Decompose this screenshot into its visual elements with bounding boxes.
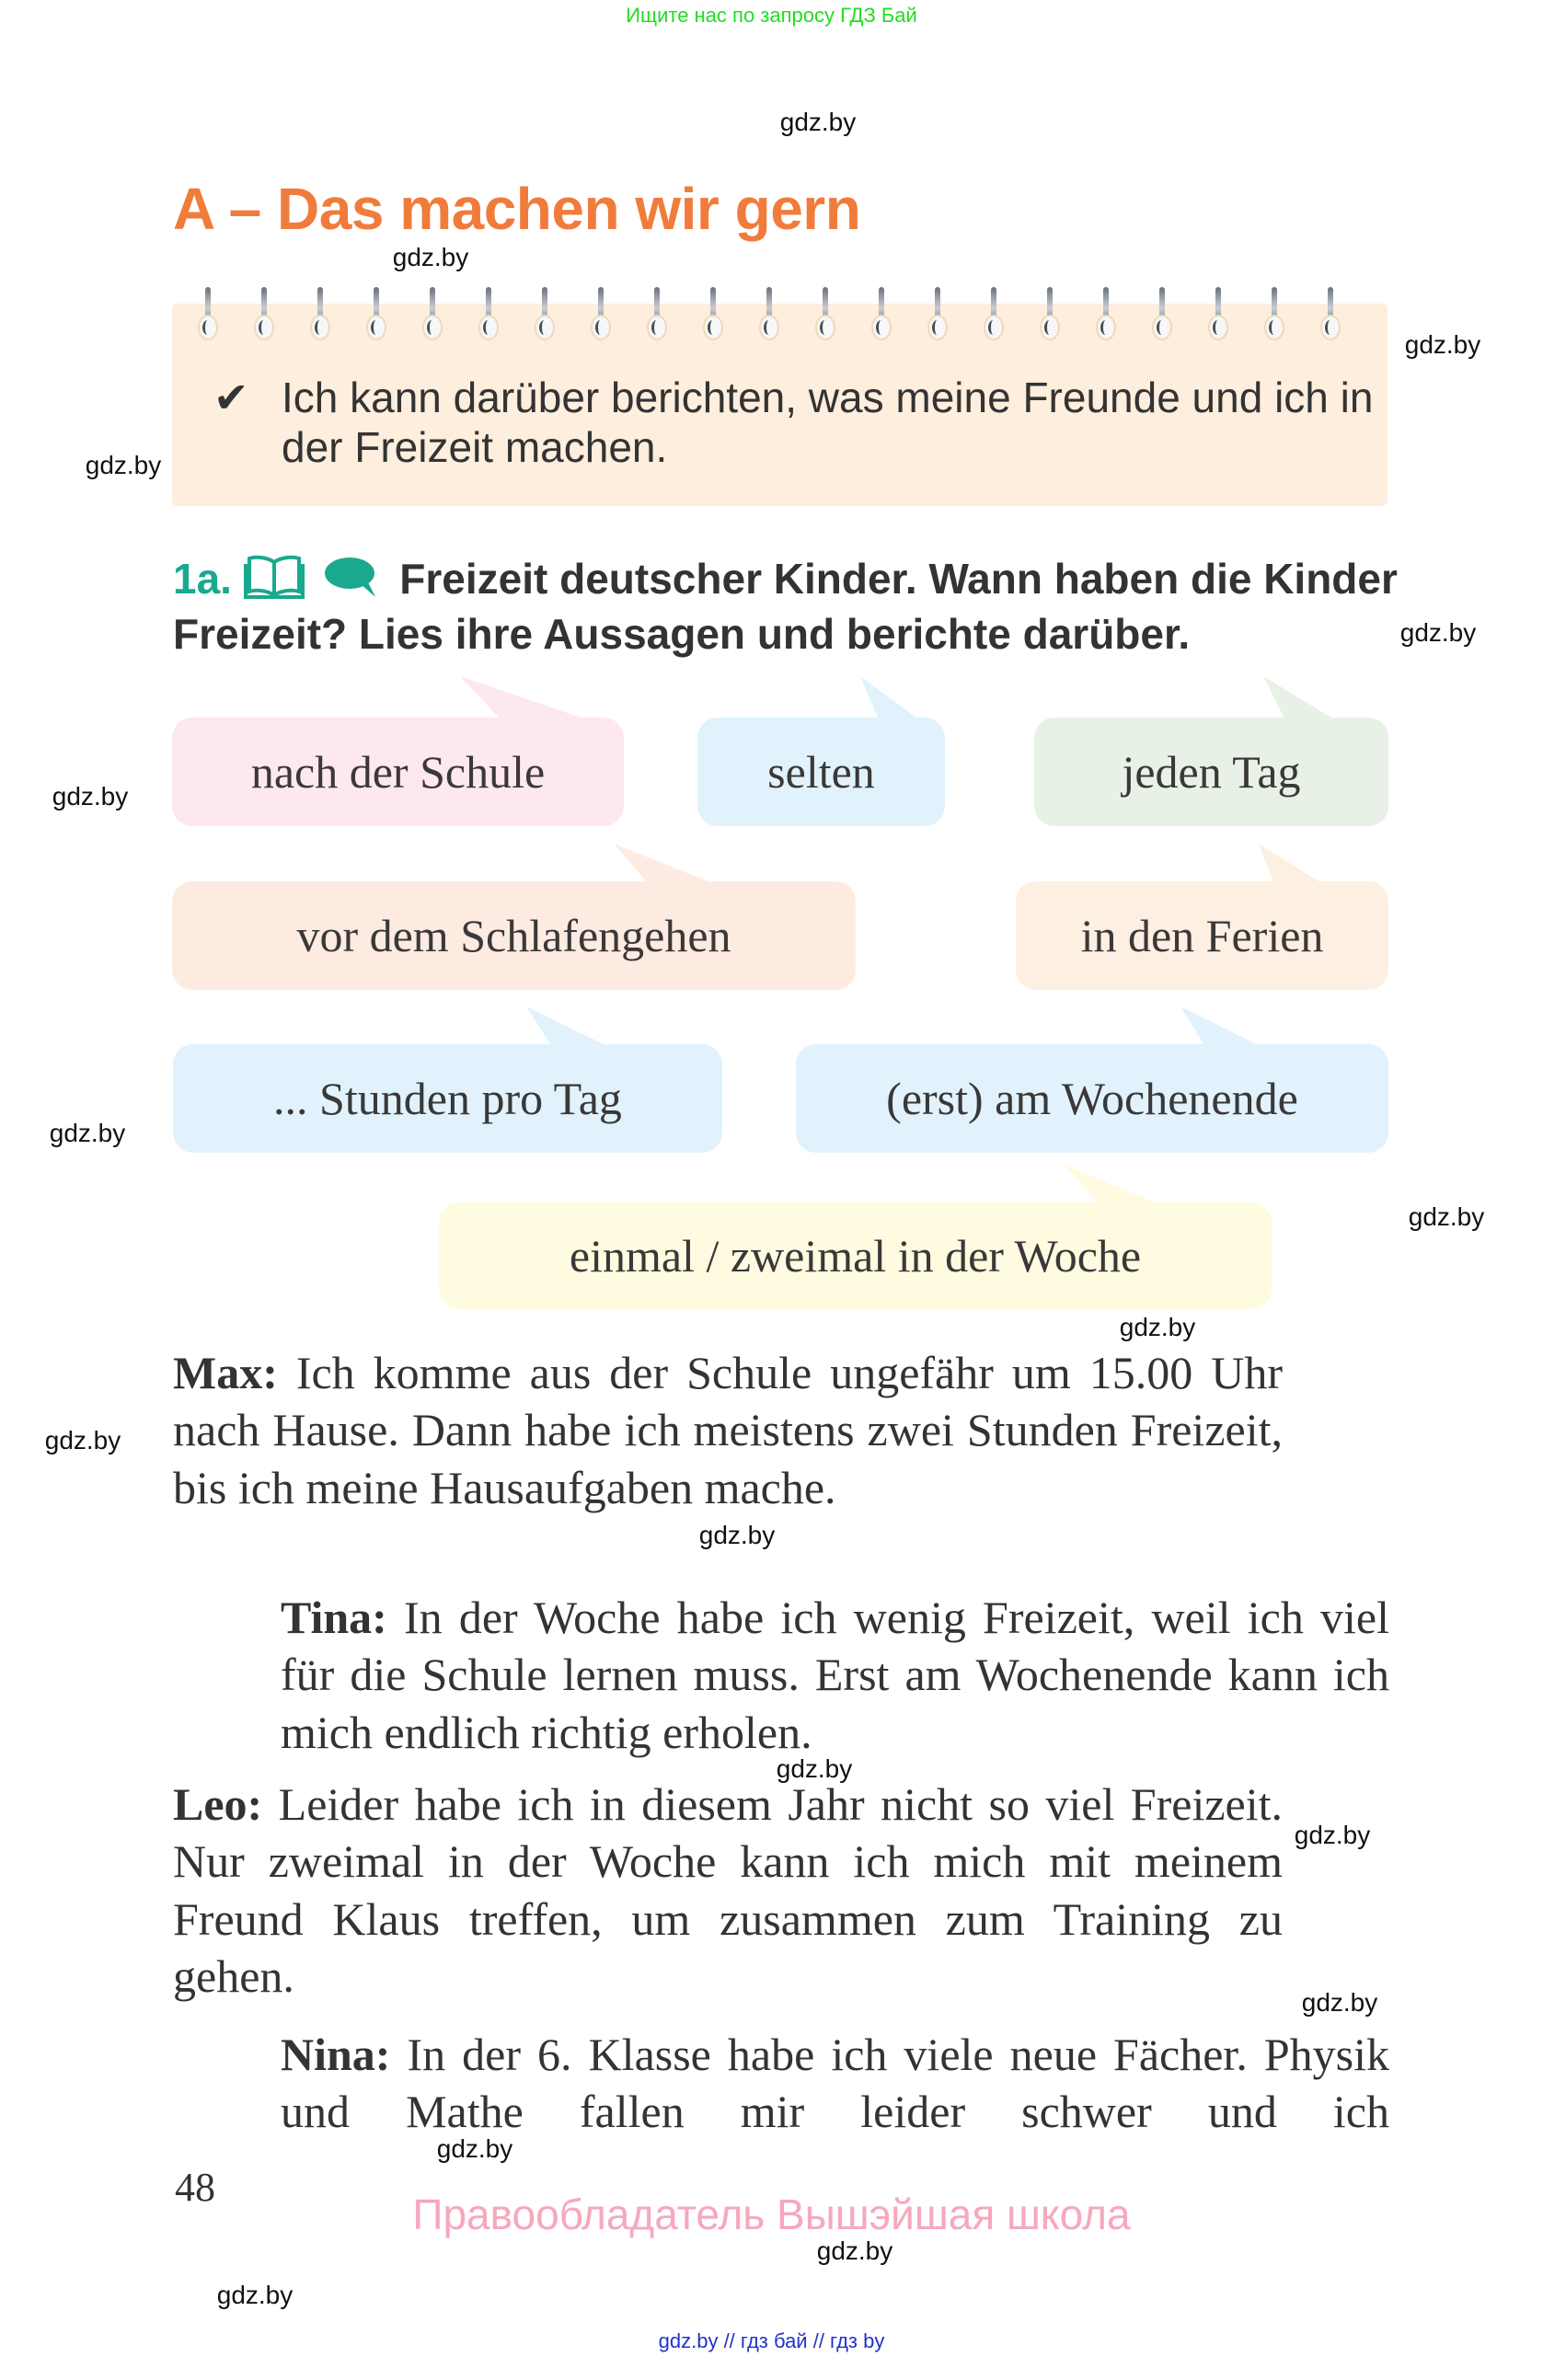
watermark: gdz.by xyxy=(392,243,469,271)
statement-leo xyxy=(173,1776,1283,2005)
watermark: gdz.by xyxy=(436,2134,513,2163)
top-banner[interactable]: Ищите нас по запросу ГДЗ Бай xyxy=(626,4,917,27)
watermark: gdz.by xyxy=(1294,1821,1371,1849)
watermark: gdz.by xyxy=(216,2281,294,2309)
statement-text: Leider habe ich in diesem Jahr nicht so viel Freizeit. Nur zweimal in der Woche kann ich mich mit meinem Freund Klaus treffen, um zusammen zum Training zu gehen. xyxy=(173,1778,1284,2002)
watermark: gdz.by xyxy=(1404,330,1481,359)
statement-text: Ich komme aus der Schule ungefähr um 15.00 Uhr nach Hause. Dann habe ich meistens zwei Stunden Freizeit, bis ich meine Hausaufgaben mache. xyxy=(173,1347,1284,1513)
watermark: gdz.by xyxy=(776,1754,853,1783)
phrase-bubble: jeden Tag xyxy=(1034,718,1388,826)
phrase-bubble: ... Stunden pro Tag xyxy=(173,1044,722,1153)
statement-max xyxy=(173,1344,1283,1516)
phrase-bubble: (erst) am Wochenende xyxy=(796,1044,1388,1153)
speaker-name: Nina: xyxy=(281,2029,391,2080)
watermark: gdz.by xyxy=(49,1119,126,1147)
phrase-bubble: einmal / zweimal in der Woche xyxy=(439,1202,1272,1309)
goal-text: Ich kann darüber berichten, was meine Freunde und ich in der Freizeit machen. xyxy=(282,374,1374,471)
statement-text: In der Woche habe ich wenig Freizeit, weil ich viel für die Schule lernen muss. Erst am Wochenende kann ich mich endlich richtig erholen. xyxy=(281,1592,1389,1758)
watermark: gdz.by xyxy=(1399,618,1477,647)
watermark: gdz.by xyxy=(52,782,129,811)
task-number: 1a. xyxy=(173,555,232,603)
section-title: A – Das machen wir gern xyxy=(173,176,861,242)
page-number: 48 xyxy=(175,2165,215,2210)
bottom-links[interactable]: gdz.by // гдз бай // гдз by xyxy=(658,2329,885,2352)
phrase-bubble: selten xyxy=(697,718,945,826)
watermark: gdz.by xyxy=(85,451,162,479)
statement-nina xyxy=(281,2026,1389,2141)
speaker-name: Leo: xyxy=(173,1778,263,1830)
speaker-name: Tina: xyxy=(281,1592,387,1643)
checkmark-icon: ✔ xyxy=(213,374,249,421)
watermark: gdz.by xyxy=(1408,1202,1485,1231)
phrase-bubble: nach der Schule xyxy=(172,718,624,826)
phrase-bubble: vor dem Schlafengehen xyxy=(172,881,856,990)
statement-text: In der 6. Klasse habe ich viele neue Fächer. Physik und Mathe fallen mir leider schwer und ich xyxy=(281,2029,1390,2138)
watermark: gdz.by xyxy=(779,108,857,136)
watermark: gdz.by xyxy=(1301,1988,1378,2017)
statement-tina xyxy=(281,1589,1389,1761)
speaker-name: Max: xyxy=(173,1347,278,1398)
watermark: gdz.by xyxy=(816,2236,893,2265)
task-text: Freizeit deutscher Kinder. Wann haben die Kinder Freizeit? Lies ihre Aussagen und berichte darüber. xyxy=(173,555,1398,658)
watermark: gdz.by xyxy=(1119,1313,1196,1341)
rights-holder: Правообладатель Вышэйшая школа xyxy=(412,2190,1131,2238)
watermark: gdz.by xyxy=(698,1521,776,1549)
phrase-bubble: in den Ferien xyxy=(1016,881,1388,990)
watermark: gdz.by xyxy=(44,1426,121,1454)
